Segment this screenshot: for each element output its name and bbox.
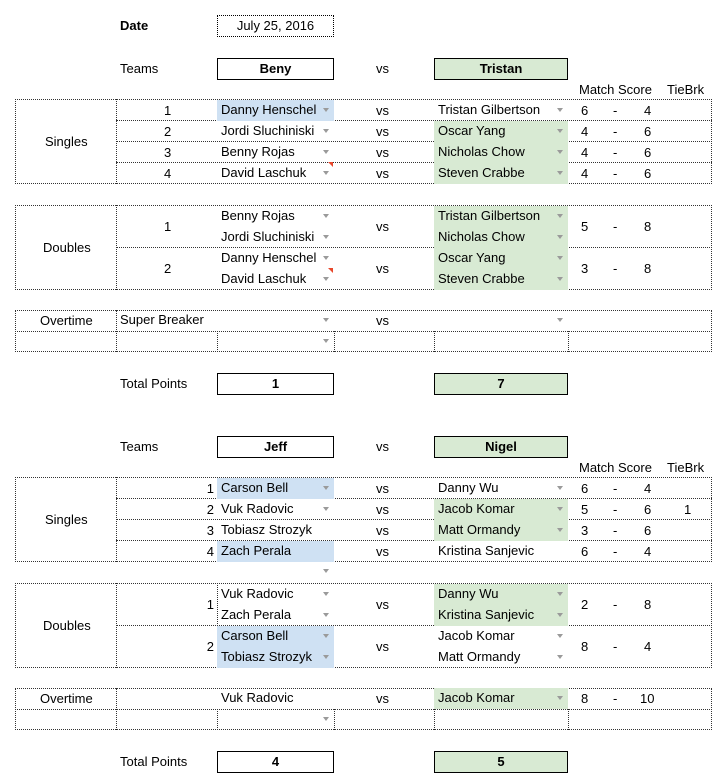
vs-label: vs	[376, 124, 389, 139]
player-a-select[interactable]: Jordi Sluchiniski	[221, 123, 315, 138]
player-a1-select[interactable]: Vuk Radovic	[221, 586, 294, 601]
player-b-select[interactable]: Oscar Yang	[434, 121, 568, 142]
overtime-label: Overtime	[40, 691, 93, 706]
comment-marker-icon[interactable]	[328, 268, 333, 273]
player-b-select[interactable]: Nicholas Chow	[434, 142, 568, 163]
vs-label: vs	[376, 145, 389, 160]
score-dash: -	[613, 502, 618, 517]
match-number: 2	[164, 124, 172, 139]
player-b1-select[interactable]: Tristan Gilbertson	[434, 206, 568, 227]
score-a[interactable]: 3	[581, 523, 589, 538]
vs-label: vs	[376, 523, 389, 538]
score-dash: -	[613, 103, 618, 118]
dropdown-arrow-icon[interactable]	[557, 486, 563, 490]
dropdown-arrow-icon[interactable]	[557, 528, 563, 532]
player-a-select[interactable]: Zach Perala	[217, 541, 334, 562]
dropdown-arrow-icon[interactable]	[557, 214, 563, 218]
player-a2-select[interactable]: Tobiasz Strozyk	[217, 647, 334, 668]
score-b[interactable]: 8	[644, 597, 652, 612]
vs-label: vs	[376, 261, 389, 276]
match-score-header: Match Score	[579, 82, 652, 97]
dropdown-arrow-icon[interactable]	[323, 214, 329, 218]
player-a1-select[interactable]: Carson Bell	[217, 626, 334, 647]
score-b[interactable]: 4	[644, 481, 652, 496]
score-b[interactable]: 6	[644, 166, 652, 181]
score-a[interactable]: 8	[581, 639, 589, 654]
score-b[interactable]: 6	[644, 502, 652, 517]
player-b-select[interactable]: Jacob Komar	[434, 499, 568, 520]
player-a-select[interactable]: Benny Rojas	[221, 144, 295, 159]
vs-label: vs	[376, 502, 389, 517]
player-b1-select[interactable]: Oscar Yang	[434, 248, 568, 269]
team-a-name[interactable]: Beny	[217, 58, 334, 80]
tiebrk-header: TieBrk	[667, 460, 705, 475]
vs-label: vs	[376, 219, 389, 234]
vs-label: vs	[376, 691, 389, 706]
singles-label: Singles	[45, 512, 88, 527]
player-b2-select[interactable]: Kristina Sanjevic	[434, 605, 568, 626]
score-a[interactable]: 6	[581, 544, 589, 559]
player-a2-select[interactable]: David Laschuk	[221, 271, 307, 286]
dropdown-arrow-icon[interactable]	[323, 129, 329, 133]
score-dash: -	[613, 261, 618, 276]
comment-marker-icon[interactable]	[328, 162, 333, 167]
date-field[interactable]: July 25, 2016	[217, 15, 334, 37]
dropdown-arrow-icon[interactable]	[557, 696, 563, 700]
pair-number: 2	[206, 639, 214, 654]
player-a1-select[interactable]: Danny Henschel	[221, 250, 317, 265]
player-b-select[interactable]: Tristan Gilbertson	[438, 102, 541, 117]
dropdown-arrow-icon[interactable]	[323, 717, 329, 721]
tiebrk-header: TieBrk	[667, 82, 705, 97]
score-b[interactable]: 8	[644, 261, 652, 276]
overtime-label: Overtime	[40, 313, 93, 328]
teams-label: Teams	[120, 439, 159, 454]
score-b[interactable]: 8	[644, 219, 652, 234]
player-b2-select[interactable]: Matt Ormandy	[438, 649, 521, 664]
pair-number: 1	[164, 219, 172, 234]
vs-label: vs	[376, 103, 389, 118]
total-a: 1	[217, 373, 334, 395]
team-b-name[interactable]: Tristan	[434, 58, 568, 80]
score-b[interactable]: 6	[644, 145, 652, 160]
player-a-select[interactable]: Danny Henschel	[217, 100, 334, 121]
dropdown-arrow-icon[interactable]	[323, 150, 329, 154]
match-number: 3	[206, 523, 214, 538]
dropdown-arrow-icon[interactable]	[557, 613, 563, 617]
dropdown-arrow-icon[interactable]	[323, 613, 329, 617]
dropdown-arrow-icon[interactable]	[323, 108, 329, 112]
date-label: Date	[120, 18, 149, 33]
player-b-select[interactable]: Matt Ormandy	[434, 520, 568, 541]
player-a2-select[interactable]: Zach Perala	[221, 607, 292, 622]
overtime-player-b-select[interactable]: Jacob Komar	[434, 688, 568, 709]
score-b[interactable]: 4	[644, 103, 652, 118]
score-dash: -	[613, 691, 618, 706]
dropdown-arrow-icon[interactable]	[323, 339, 329, 343]
total-b: 7	[434, 373, 568, 395]
singles-label: Singles	[45, 134, 88, 149]
score-dash: -	[613, 639, 618, 654]
player-b-select[interactable]: Kristina Sanjevic	[438, 543, 535, 558]
dropdown-arrow-icon[interactable]	[557, 150, 563, 154]
dropdown-arrow-icon[interactable]	[557, 592, 563, 596]
score-a[interactable]: 8	[581, 691, 589, 706]
vs-label: vs	[376, 544, 389, 559]
vs-label: vs	[376, 639, 389, 654]
overtime-player-a-select[interactable]: Vuk Radovic	[221, 690, 294, 705]
dropdown-arrow-icon[interactable]	[323, 634, 329, 638]
dropdown-arrow-icon[interactable]	[323, 235, 329, 239]
vs-label: vs	[376, 313, 389, 328]
vs-label: vs	[376, 597, 389, 612]
score-a[interactable]: 2	[581, 597, 589, 612]
score-b[interactable]: 10	[640, 691, 655, 706]
match-number: 2	[206, 502, 214, 517]
score-a[interactable]: 6	[581, 103, 589, 118]
dropdown-arrow-icon[interactable]	[323, 171, 329, 175]
score-dash: -	[613, 219, 618, 234]
match-score-header: Match Score	[579, 460, 652, 475]
player-a-select[interactable]: Tobiasz Strozyk	[221, 522, 313, 537]
player-b2-select[interactable]: Nicholas Chow	[434, 227, 568, 248]
overtime-type-select[interactable]: Super Breaker	[120, 312, 204, 327]
dropdown-arrow-icon[interactable]	[557, 235, 563, 239]
score-dash: -	[613, 481, 618, 496]
score-b[interactable]: 4	[644, 544, 652, 559]
player-a1-select[interactable]: Benny Rojas	[221, 208, 295, 223]
score-a[interactable]: 3	[581, 261, 589, 276]
vs-label: vs	[376, 166, 389, 181]
dropdown-arrow-icon[interactable]	[557, 655, 563, 659]
score-b[interactable]: 6	[644, 523, 652, 538]
score-dash: -	[613, 166, 618, 181]
dropdown-arrow-icon[interactable]	[323, 256, 329, 260]
dropdown-arrow-icon[interactable]	[323, 318, 329, 322]
player-a2-select[interactable]: Jordi Sluchiniski	[221, 229, 315, 244]
vs-label: vs	[376, 439, 389, 454]
total-points-label: Total Points	[120, 376, 188, 391]
match-number: 4	[164, 166, 172, 181]
score-dash: -	[613, 544, 618, 559]
vs-label: vs	[376, 481, 389, 496]
player-a-select[interactable]: Carson Bell	[217, 478, 334, 499]
dropdown-arrow-icon[interactable]	[323, 655, 329, 659]
match-number: 4	[206, 544, 214, 559]
dropdown-arrow-icon[interactable]	[323, 592, 329, 596]
score-dash: -	[613, 124, 618, 139]
dropdown-arrow-icon[interactable]	[557, 108, 563, 112]
player-a-select[interactable]: David Laschuk	[221, 165, 307, 180]
dropdown-arrow-icon[interactable]	[557, 256, 563, 260]
pair-number: 2	[164, 261, 172, 276]
doubles-label: Doubles	[43, 240, 91, 255]
pair-number: 1	[206, 597, 214, 612]
dropdown-arrow-icon[interactable]	[557, 129, 563, 133]
score-a[interactable]: 4	[581, 124, 589, 139]
dropdown-arrow-icon[interactable]	[557, 277, 563, 281]
player-b2-select[interactable]: Steven Crabbe	[434, 269, 568, 290]
score-dash: -	[613, 145, 618, 160]
dropdown-arrow-icon[interactable]	[557, 171, 563, 175]
dropdown-arrow-icon[interactable]	[323, 507, 329, 511]
score-b[interactable]: 6	[644, 124, 652, 139]
score-a[interactable]: 6	[581, 481, 589, 496]
player-a-select[interactable]: Vuk Radovic	[221, 501, 294, 516]
tiebreak-score[interactable]: 1	[684, 502, 692, 517]
match-number: 1	[206, 481, 214, 496]
total-b: 5	[434, 751, 568, 773]
player-b-select[interactable]: Steven Crabbe	[434, 163, 568, 184]
score-dash: -	[613, 523, 618, 538]
player-b1-select[interactable]: Jacob Komar	[438, 628, 515, 643]
score-a[interactable]: 4	[581, 166, 589, 181]
player-b-select[interactable]: Danny Wu	[438, 480, 499, 495]
teams-label: Teams	[120, 61, 159, 76]
total-a: 4	[217, 751, 334, 773]
dropdown-arrow-icon[interactable]	[323, 486, 329, 490]
score-dash: -	[613, 597, 618, 612]
doubles-label: Doubles	[43, 618, 91, 633]
score-a[interactable]: 5	[581, 219, 589, 234]
team-a-name[interactable]: Jeff	[217, 436, 334, 458]
dropdown-arrow-icon[interactable]	[557, 634, 563, 638]
match-number: 1	[164, 103, 172, 118]
dropdown-arrow-icon[interactable]	[323, 569, 329, 573]
dropdown-arrow-icon[interactable]	[323, 277, 329, 281]
score-a[interactable]: 5	[581, 502, 589, 517]
team-b-name[interactable]: Nigel	[434, 436, 568, 458]
player-b1-select[interactable]: Danny Wu	[434, 584, 568, 605]
score-a[interactable]: 4	[581, 145, 589, 160]
dropdown-arrow-icon[interactable]	[557, 507, 563, 511]
dropdown-arrow-icon[interactable]	[557, 318, 563, 322]
match-number: 3	[164, 145, 172, 160]
score-b[interactable]: 4	[644, 639, 652, 654]
total-points-label: Total Points	[120, 754, 188, 769]
vs-label: vs	[376, 61, 389, 76]
overtime-player-b-select[interactable]	[434, 310, 568, 331]
